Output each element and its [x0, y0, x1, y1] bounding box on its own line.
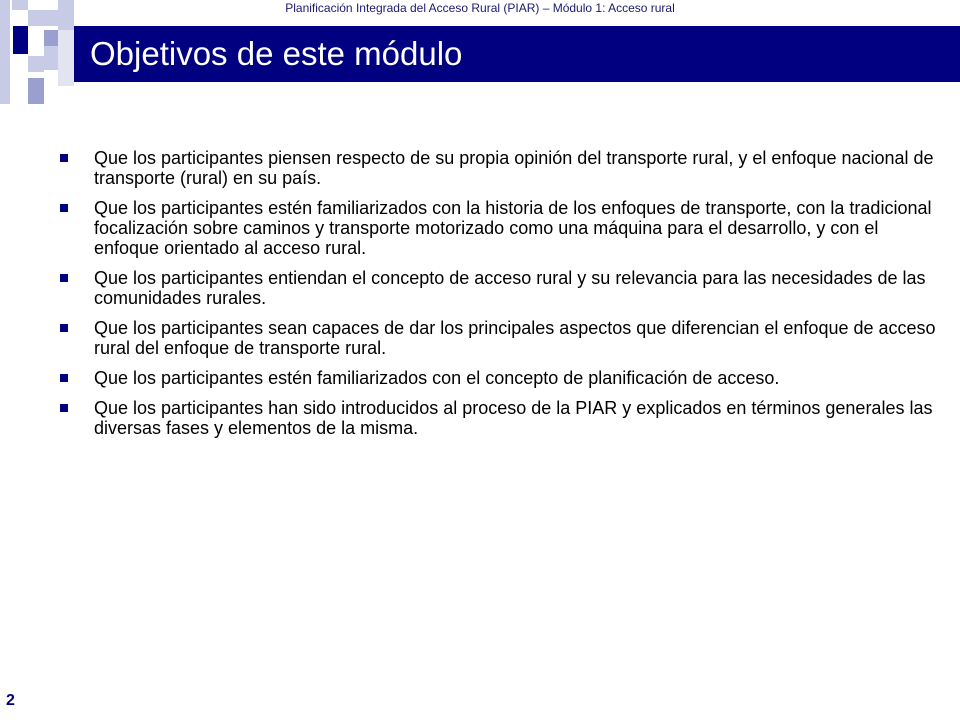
square-bullet-icon	[60, 154, 68, 162]
list-item	[58, 318, 938, 358]
square-bullet-icon	[60, 204, 68, 212]
square-bullet-icon	[60, 324, 68, 332]
list-item	[58, 268, 938, 308]
list-item	[58, 198, 938, 258]
square-bullet-icon	[60, 404, 68, 412]
list-item	[58, 148, 938, 188]
slide-header: Planificación Integrada del Acceso Rural (PIAR) – Módulo 1: Acceso rural	[285, 1, 675, 15]
list-item	[58, 398, 938, 438]
square-bullet-icon	[60, 374, 68, 382]
bullet-text: Que los participantes estén familiarizados con el concepto de planificación de acceso.	[94, 368, 780, 388]
page-number: 2	[6, 692, 15, 709]
list-item	[58, 368, 938, 388]
objectives-list	[58, 148, 938, 448]
slide-title: Objetivos de este módulo	[90, 35, 463, 72]
bullet-text: Que los participantes piensen respecto de su propia opinión del transporte rural, y el enfoque nacional de transporte (rural) en su país.	[94, 148, 934, 188]
bullet-text: Que los participantes estén familiarizados con la historia de los enfoques de transporte, con la tradicional focalización sobre caminos y transporte motorizado como una máquina para el desarrollo, y con el enfoque orientado al acceso rural.	[94, 198, 932, 258]
square-bullet-icon	[60, 274, 68, 282]
bullet-text: Que los participantes entiendan el concepto de acceso rural y su relevancia para las necesidades de las comunidades rurales.	[94, 268, 926, 308]
bullet-text: Que los participantes han sido introducidos al proceso de la PIAR y explicados en términos generales las diversas fases y elementos de la misma.	[94, 398, 933, 438]
bullet-text: Que los participantes sean capaces de dar los principales aspectos que diferencian el enfoque de acceso rural del enfoque de transporte rural.	[94, 318, 936, 358]
